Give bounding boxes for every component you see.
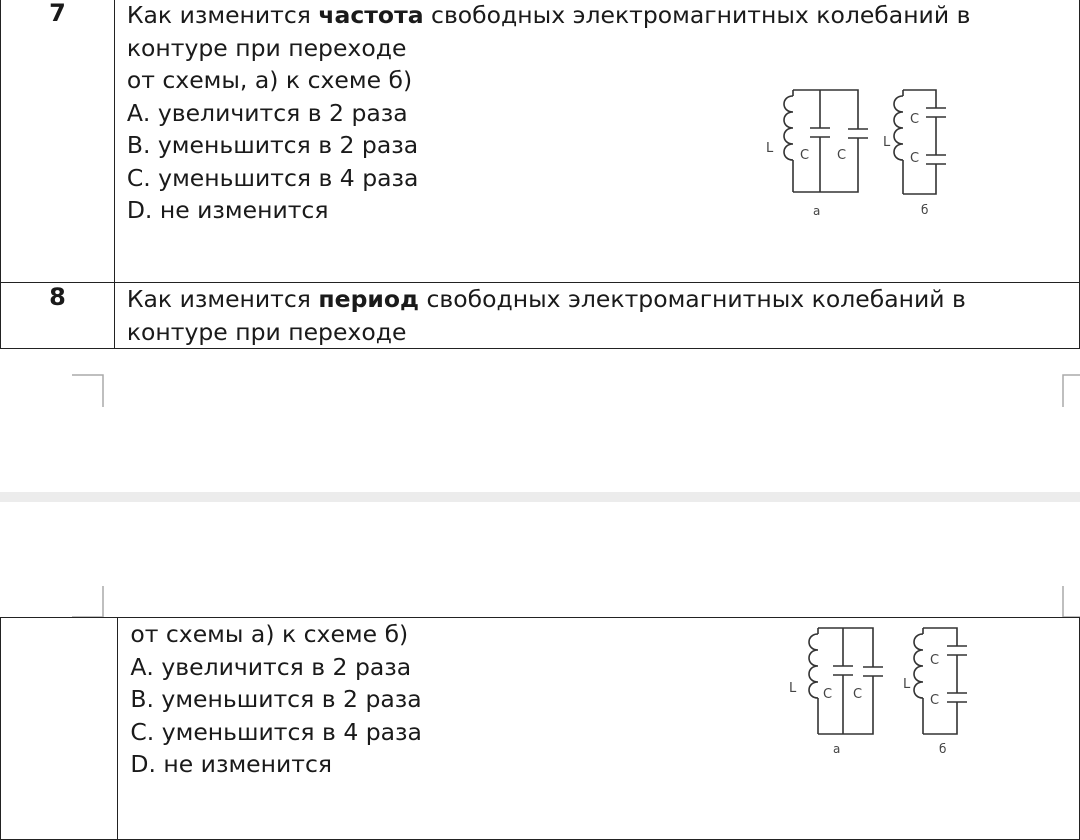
circuit-diagram-q7: [760, 86, 960, 225]
inductor-label: L: [883, 135, 891, 150]
question-number-cell: [1, 618, 118, 840]
crop-mark: [1060, 374, 1080, 414]
capacitor-label: C: [853, 687, 863, 702]
question-row-8: [1, 283, 1080, 349]
question-line-1: Как изменится частота свободных электромагнитных колебаний в: [126, 1, 971, 29]
diagram-caption-a: а: [833, 742, 841, 756]
document-page-bottom: [0, 502, 1080, 835]
crop-mark: [72, 374, 112, 414]
capacitor-label: C: [837, 148, 847, 163]
capacitor-label: C: [930, 693, 940, 708]
capacitor-label: C: [910, 151, 920, 166]
question-line-2: контуре при переходе: [126, 317, 407, 346]
answer-option: В. уменьшится в 2 раза: [126, 131, 419, 159]
question-line-3: от схемы, а) к схеме б): [126, 66, 413, 94]
crop-mark: [1060, 586, 1080, 618]
capacitor-label: C: [910, 112, 920, 127]
inductor-label: L: [903, 677, 911, 692]
question-keyword: частота: [318, 1, 424, 29]
answer-option: С. уменьшится в 4 раза: [130, 717, 422, 746]
question-number: 8: [1, 283, 115, 349]
answer-option: D. не изменится: [130, 750, 333, 778]
question-line-1: Как изменится период свободных электромагнитных колебаний в: [126, 285, 966, 313]
circuit-diagram-q8: [785, 624, 985, 763]
inductor-label: L: [766, 141, 774, 156]
page-separator: [0, 492, 1080, 502]
crop-mark: [72, 586, 112, 618]
answer-option: А. увеличится в 2 раза: [130, 652, 412, 681]
capacitor-label: C: [800, 148, 810, 163]
answer-option: А. увеличится в 2 раза: [126, 98, 408, 127]
question-text: [114, 283, 1079, 349]
diagram-caption-a: а: [813, 204, 821, 218]
question-line-2: контуре при переходе: [126, 33, 407, 62]
answer-option: D. не изменится: [126, 196, 329, 224]
diagram-caption-b: б: [939, 742, 947, 756]
capacitor-label: C: [823, 687, 833, 702]
inductor-label: L: [789, 681, 797, 696]
answer-option: С. уменьшится в 4 раза: [126, 163, 419, 192]
capacitor-label: C: [930, 653, 940, 668]
question-line-3: от схемы а) к схеме б): [130, 620, 409, 648]
question-number: 7: [1, 0, 115, 283]
diagram-caption-b: б: [921, 203, 929, 217]
answer-option: В. уменьшится в 2 раза: [130, 685, 422, 713]
question-keyword: период: [318, 285, 419, 313]
